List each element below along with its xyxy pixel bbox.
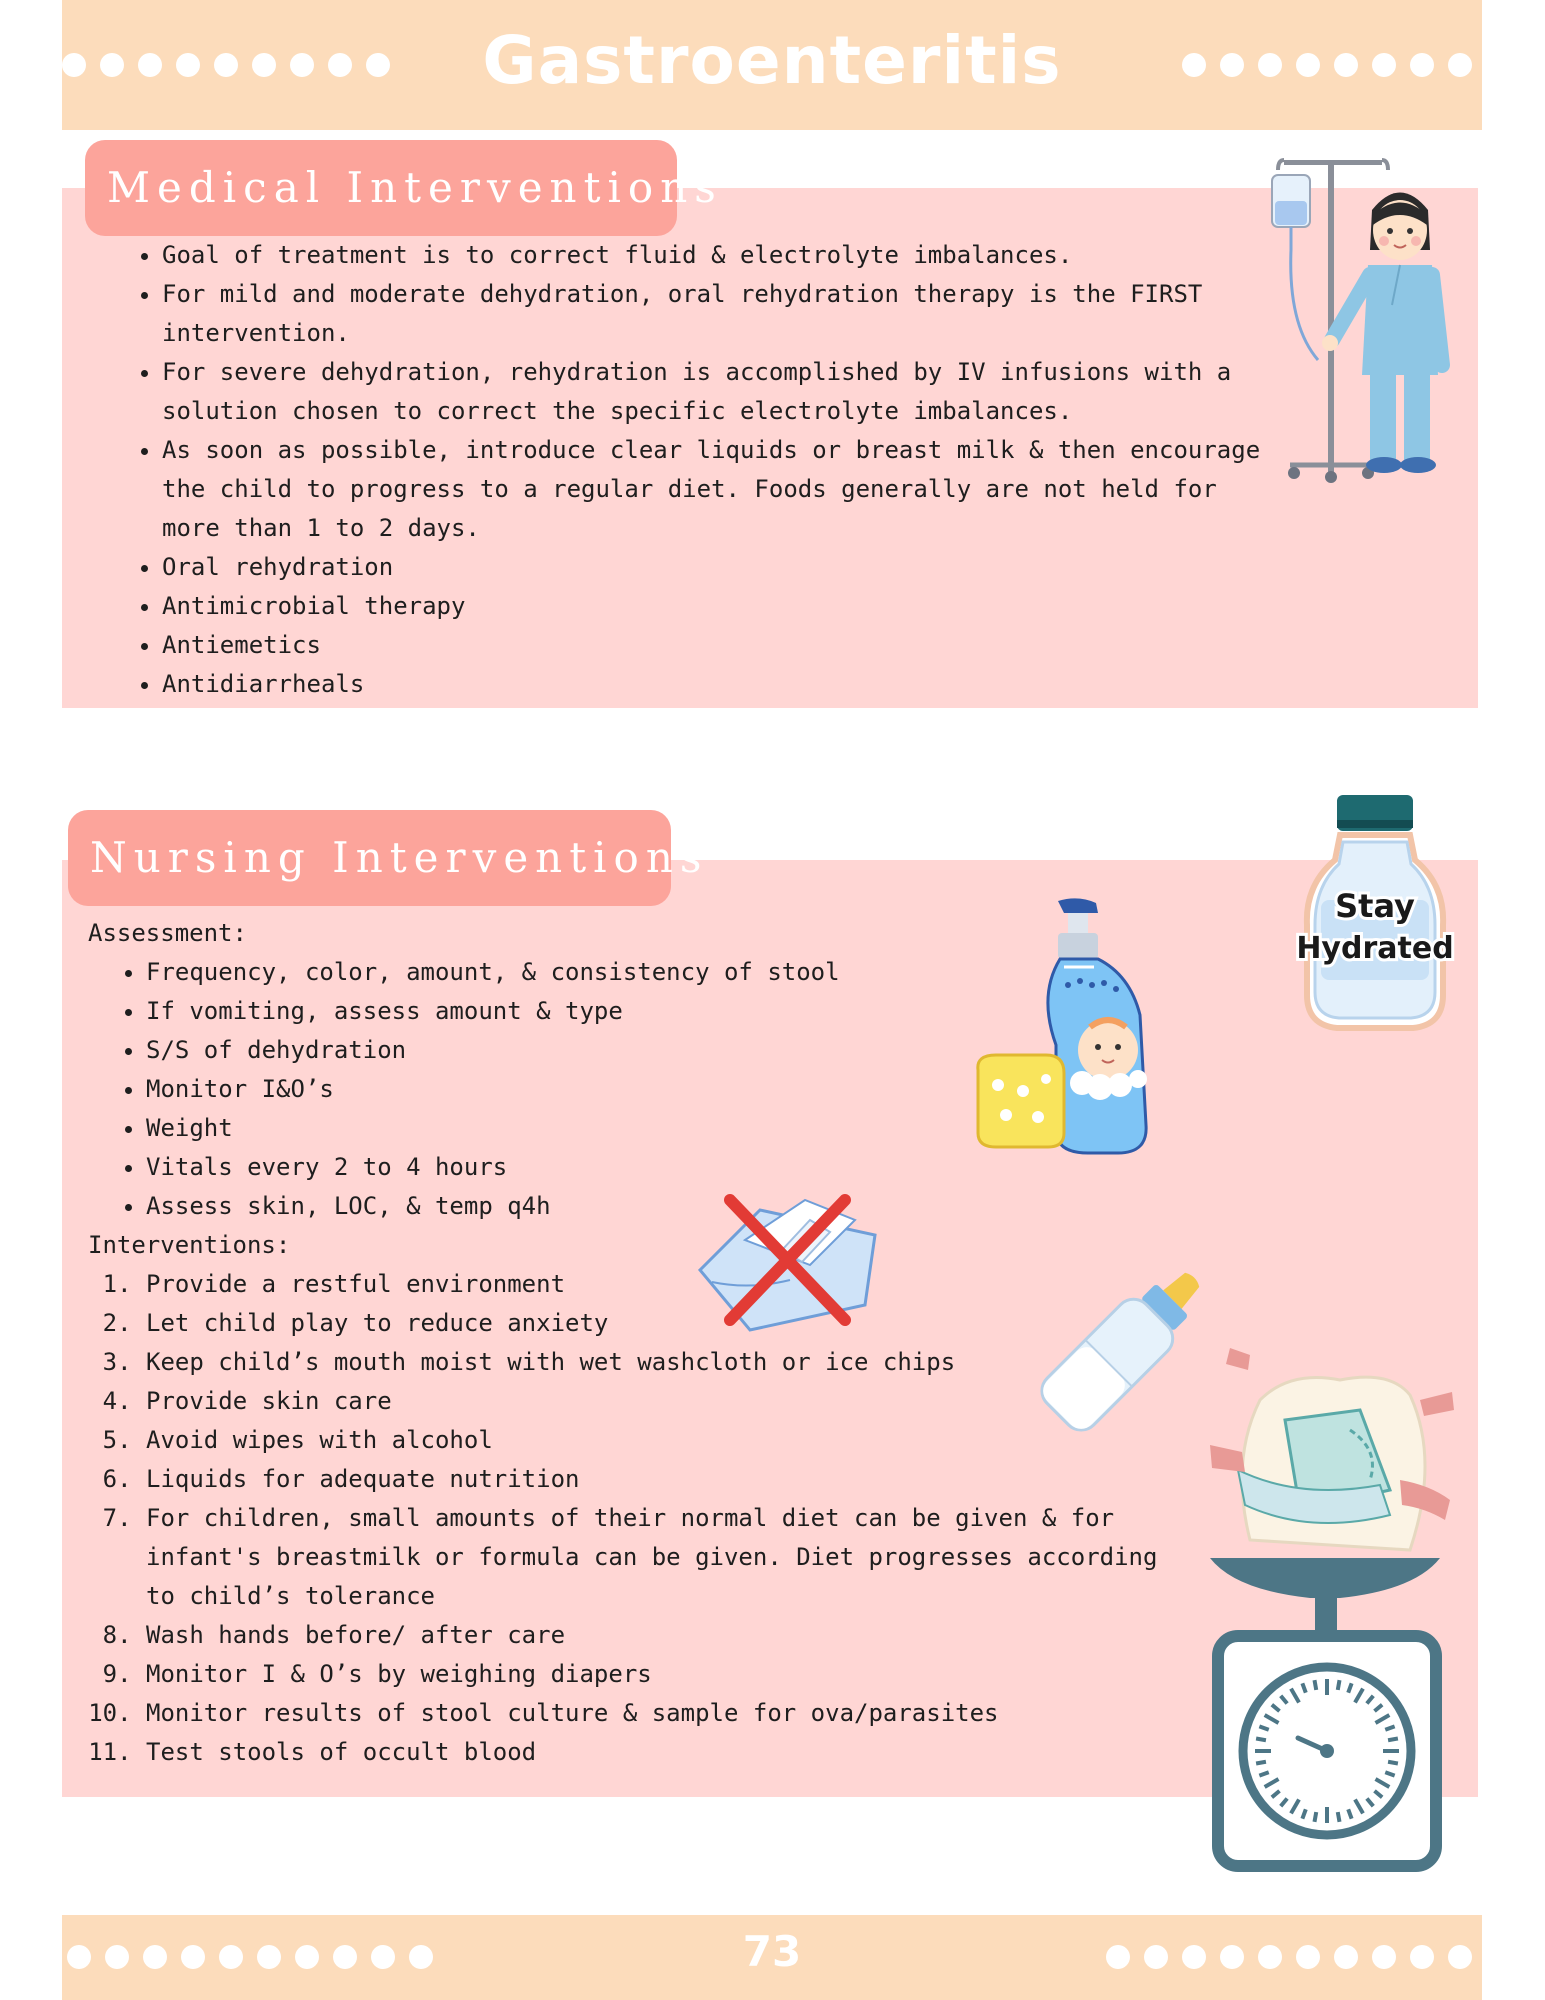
list-item: • Antiemetics	[162, 626, 1272, 665]
list-item: • Goal of treatment is to correct fluid & electrolyte imbalances.	[162, 236, 1272, 275]
list-item: 5. Avoid wipes with alcohol	[146, 1421, 1206, 1460]
water-bottle-sticker	[1295, 790, 1455, 1040]
list-item: 6. Liquids for adequate nutrition	[146, 1460, 1206, 1499]
medical-list	[162, 236, 1272, 704]
sticker-line1: Stay	[1335, 887, 1415, 925]
footer-dots-right	[1106, 1945, 1472, 1969]
diaper-scale-illustration	[1190, 1340, 1460, 1885]
list-item: 7. For children, small amounts of their normal diet can be given & for infant's breastmilk or formula can be given. Diet progresses according to child’s tolerance	[146, 1499, 1186, 1616]
interventions-label: Interventions:	[88, 1231, 291, 1259]
page-title: Gastroenteritis	[482, 22, 1062, 99]
list-item: • Antidiarrheals	[162, 665, 1272, 704]
page-number: 73	[742, 1927, 802, 1976]
list-item: • Frequency, color, amount, & consistency of stool	[146, 953, 846, 992]
list-item: 1. Provide a restful environment	[146, 1265, 1206, 1304]
list-item: 11. Test stools of occult blood	[146, 1733, 1206, 1772]
list-item: 4. Provide skin care	[146, 1382, 1206, 1421]
list-item: 2. Let child play to reduce anxiety	[146, 1304, 1206, 1343]
header-dots-right	[1182, 53, 1472, 77]
medical-heading: Medical Interventions	[85, 140, 677, 236]
iv-patient-illustration	[1260, 155, 1460, 490]
list-item: • Assess skin, LOC, & temp q4h	[146, 1187, 846, 1226]
assessment-label: Assessment:	[88, 919, 247, 947]
footer-band	[62, 1915, 1482, 2000]
list-item: • Vitals every 2 to 4 hours	[146, 1148, 846, 1187]
no-wipes-icon	[690, 1180, 890, 1335]
list-item: • S/S of dehydration	[146, 1031, 846, 1070]
list-item: 3. Keep child’s mouth moist with wet washcloth or ice chips	[146, 1343, 1206, 1382]
baby-soap-illustration	[968, 895, 1168, 1160]
list-item: • If vomiting, assess amount & type	[146, 992, 846, 1031]
list-item: • Oral rehydration	[162, 548, 1272, 587]
list-item: • Antimicrobial therapy	[162, 587, 1272, 626]
list-item: 8. Wash hands before/ after care	[146, 1616, 1206, 1655]
list-item: • For severe dehydration, rehydration is accomplished by IV infusions with a solution chosen to correct the specific electrolyte imbalances.	[162, 353, 1242, 431]
list-item: 9. Monitor I & O’s by weighing diapers	[146, 1655, 1206, 1694]
nursing-heading: Nursing Interventions	[68, 810, 671, 906]
list-item: • Weight	[146, 1109, 846, 1148]
list-item: • For mild and moderate dehydration, oral rehydration therapy is the FIRST intervention.	[162, 275, 1212, 353]
list-item: 10. Monitor results of stool culture & sample for ova/parasites	[146, 1694, 1206, 1733]
list-item: • Monitor I&O’s	[146, 1070, 846, 1109]
header-band	[62, 0, 1482, 130]
sticker-line2: Hydrated	[1296, 931, 1454, 966]
list-item: • As soon as possible, introduce clear liquids or breast milk & then encourage the child to progress to a regular diet. Foods generally are not held for more than 1 to 2 days.	[162, 431, 1272, 548]
